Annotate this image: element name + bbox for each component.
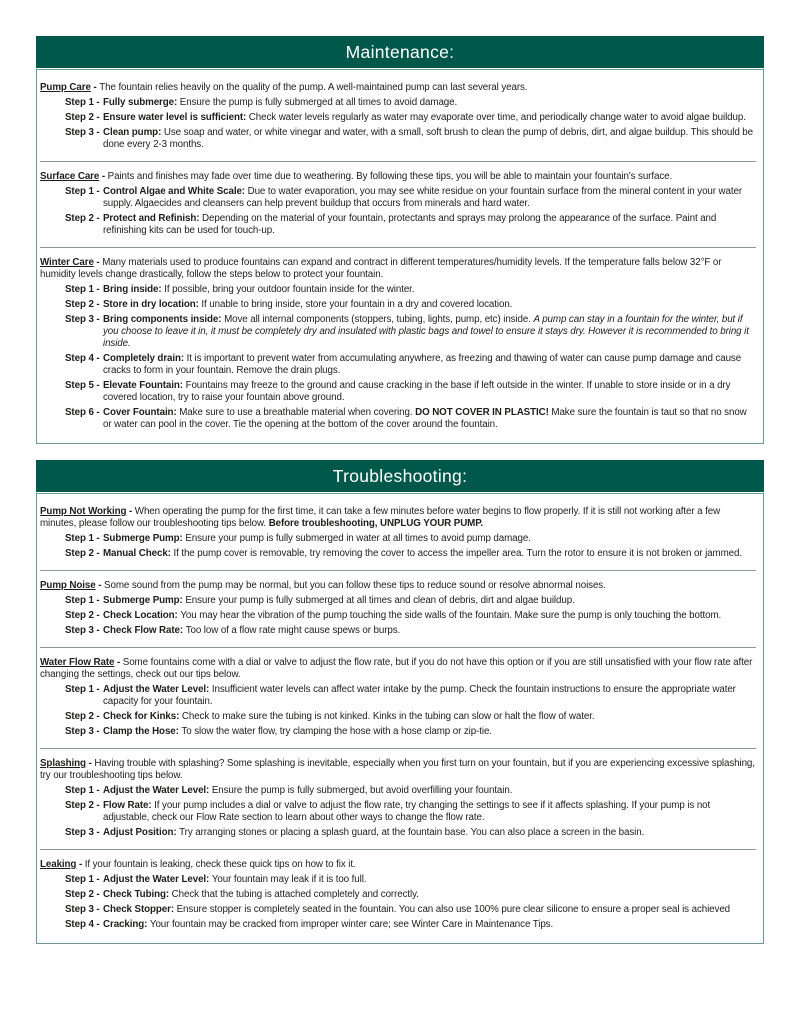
- topic-intro: [40, 580, 756, 592]
- maintenance-section: [36, 36, 764, 444]
- step-number: Step 2 -: [65, 711, 100, 722]
- troubleshooting-header-bar: [36, 460, 764, 492]
- topic-intro: [40, 758, 756, 782]
- topic-heading: Splashing: [40, 758, 86, 769]
- dash-separator: -: [85, 758, 95, 769]
- text-segment: If your fountain is leaking, check these quick tips on how to fix it.: [84, 859, 356, 870]
- step-label: Control Algae and White Scale:: [103, 186, 248, 197]
- step-label: Ensure water level is sufficient:: [103, 112, 249, 123]
- topic-intro: [40, 257, 756, 281]
- text-segment: If unable to bring inside, store your fountain in a dry and covered location.: [201, 299, 513, 310]
- step-row: [40, 127, 756, 151]
- step-label: Adjust the Water Level:: [103, 874, 212, 885]
- step-number: Step 1 -: [65, 97, 100, 108]
- troubleshooting-content-box: [36, 493, 764, 944]
- step-row: [40, 595, 756, 607]
- topic-intro: [40, 506, 756, 530]
- step-label: Adjust the Water Level:: [103, 684, 212, 695]
- step-label: Cracking:: [103, 919, 150, 930]
- text-segment: If your pump includes a dial or valve to adjust the flow rate, try changing the settings to see if it affects splashing. If your pump is not adjustable, check our Flow Rate section to learn about other ways to change the flow rate.: [103, 800, 711, 823]
- topic-heading: Winter Care: [40, 257, 94, 268]
- step-label: Completely drain:: [103, 353, 187, 364]
- step-number: Step 3 -: [65, 314, 100, 325]
- dash-separator: -: [93, 257, 103, 268]
- text-segment: To slow the water flow, try clamping the hose with a hose clamp or zip-tie.: [181, 726, 492, 737]
- step-row: [40, 711, 756, 723]
- text-segment: When operating the pump for the first time, it can take a few minutes before water begins to flow properly. If it is still not working after a few minutes, please follow our troubleshooting tips below.: [40, 506, 721, 529]
- text-segment: Your fountain may be cracked from improper winter care; see Winter Care in Maintenance Tips.: [149, 919, 554, 930]
- text-segment: Paints and finishes may fade over time due to weathering. By following these tips, you will be able to maintain your fountain's surface.: [107, 171, 673, 182]
- step-row: [40, 314, 756, 350]
- step-number: Step 2 -: [65, 610, 100, 621]
- text-segment: Ensure stopper is completely seated in the fountain. You can also use 100% pure clear silicone to ensure a proper seal is achieved: [176, 904, 731, 915]
- step-label: Clamp the Hose:: [103, 726, 182, 737]
- step-number: Step 3 -: [65, 127, 100, 138]
- text-segment: Make sure to use a breathable material when covering.: [179, 407, 416, 418]
- step-label: Store in dry location:: [103, 299, 202, 310]
- text-segment: You may hear the vibration of the pump touching the side walls of the fountain. Make sure the pump is only touching the bottom.: [180, 610, 722, 621]
- step-number: Step 1 -: [65, 186, 100, 197]
- text-segment: Ensure your pump is fully submerged at all times and clean of debris, dirt and algae buildup.: [185, 595, 575, 606]
- step-row: [40, 380, 756, 404]
- step-row: [40, 407, 756, 431]
- step-label: Check Tubing:: [103, 889, 172, 900]
- step-label: Bring components inside:: [103, 314, 225, 325]
- section-groups: [40, 506, 756, 931]
- step-number: Step 4 -: [65, 919, 100, 930]
- topic-intro: [40, 859, 756, 871]
- text-segment: Some sound from the pump may be normal, but you can follow these tips to reduce sound or resolve abnormal noises.: [104, 580, 606, 591]
- step-row: [40, 299, 756, 311]
- care-topic: [40, 647, 756, 738]
- step-label: Elevate Fountain:: [103, 380, 186, 391]
- step-row: [40, 827, 756, 839]
- step-number: Step 1 -: [65, 785, 100, 796]
- topic-heading: Pump Not Working: [40, 506, 127, 517]
- text-segment: Ensure the pump is fully submerged at all times to avoid damage.: [179, 97, 458, 108]
- step-label: Adjust the Water Level:: [103, 785, 212, 796]
- care-topic: [40, 506, 756, 560]
- text-segment: If possible, bring your outdoor fountain inside for the winter.: [164, 284, 415, 295]
- text-segment: Move all internal components (stoppers, tubing, lights, pump, etc) inside.: [224, 314, 534, 325]
- text-segment: Many materials used to produce fountains can expand and contract in different temperatures/humidity levels. If the temperature falls below 32°F or humidity levels change drastically, follow the steps below to protect your fountain.: [40, 257, 722, 280]
- step-label: Submerge Pump:: [103, 595, 186, 606]
- dash-separator: -: [90, 82, 100, 93]
- text-segment: Depending on the material of your fountain, protectants and sprays may prolong the appearance of the surface. Paint and refinishing kits can be used for touch-up.: [103, 213, 717, 236]
- text-segment: Ensure the pump is fully submerged, but avoid overfilling your fountain.: [211, 785, 513, 796]
- topic-heading: Water Flow Rate: [40, 657, 115, 668]
- maintenance-content-box: [36, 69, 764, 444]
- maintenance-title: Maintenance:: [345, 42, 455, 62]
- step-number: Step 1 -: [65, 284, 100, 295]
- text-segment: Check water levels regularly as water may evaporate over time, and periodically change water to avoid algae buildup.: [248, 112, 746, 123]
- text-segment: Check to make sure the tubing is not kinked. Kinks in the tubing can slow or halt the flow of water.: [181, 711, 595, 722]
- step-row: [40, 533, 756, 545]
- step-number: Step 1 -: [65, 874, 100, 885]
- step-number: Step 2 -: [65, 112, 100, 123]
- step-row: [40, 112, 756, 124]
- care-topic: [40, 849, 756, 931]
- step-label: Fully submerge:: [103, 97, 180, 108]
- care-topic: [40, 161, 756, 237]
- topic-intro: [40, 657, 756, 681]
- step-label: Check Location:: [103, 610, 181, 621]
- step-number: Step 2 -: [65, 548, 100, 559]
- step-row: [40, 186, 756, 210]
- topic-heading: Pump Care: [40, 82, 91, 93]
- step-row: [40, 785, 756, 797]
- step-label: Submerge Pump:: [103, 533, 186, 544]
- step-row: [40, 684, 756, 708]
- text-segment: Insufficient water levels can affect water intake by the pump. Check the fountain instructions to ensure the appropriate water capacity for your fountain.: [103, 684, 736, 707]
- step-label: Flow Rate:: [103, 800, 155, 811]
- care-topic: [40, 748, 756, 839]
- step-number: Step 1 -: [65, 595, 100, 606]
- step-number: Step 2 -: [65, 800, 100, 811]
- topic-heading: Pump Noise: [40, 580, 96, 591]
- step-row: [40, 97, 756, 109]
- step-number: Step 3 -: [65, 726, 100, 737]
- text-segment: Having trouble with splashing? Some splashing is inevitable, especially when you first turn on your fountain, but if you are experiencing excessive splashing, try our troubleshooting tips below.: [40, 758, 755, 781]
- step-label: Check for Kinks:: [103, 711, 182, 722]
- step-row: [40, 610, 756, 622]
- topic-heading: Leaking: [40, 859, 77, 870]
- step-label: Cover Fountain:: [103, 407, 180, 418]
- step-number: Step 6 -: [65, 407, 100, 418]
- step-label: Adjust Position:: [103, 827, 180, 838]
- text-segment: Before troubleshooting, UNPLUG YOUR PUMP.: [268, 518, 484, 529]
- text-segment: The fountain relies heavily on the quality of the pump. A well-maintained pump can last several years.: [99, 82, 528, 93]
- step-label: Check Flow Rate:: [103, 625, 186, 636]
- step-row: [40, 548, 756, 560]
- text-segment: It is important to prevent water from accumulating anywhere, as freezing and thawing of water can cause pump damage and cause cracks to form in your fountain. Remove the drain plugs.: [103, 353, 742, 376]
- text-segment: DO NOT COVER IN PLASTIC!: [415, 407, 549, 418]
- text-segment: If the pump cover is removable, try removing the cover to access the impeller area. Turn the rotor to ensure it is not broken or jammed.: [173, 548, 742, 559]
- step-row: [40, 889, 756, 901]
- care-topic: [40, 82, 756, 151]
- step-number: Step 3 -: [65, 625, 100, 636]
- step-number: Step 1 -: [65, 684, 100, 695]
- step-number: Step 2 -: [65, 299, 100, 310]
- text-segment: Make sure the fountain is taut so that no snow or water can pool in the cover. Tie the opening at the bottom of the cover around the fountain.: [103, 407, 747, 430]
- step-number: Step 3 -: [65, 904, 100, 915]
- step-number: Step 2 -: [65, 889, 100, 900]
- section-groups: [40, 82, 756, 431]
- step-row: [40, 904, 756, 916]
- text-segment: Your fountain may leak if it is too full.: [211, 874, 367, 885]
- step-number: Step 4 -: [65, 353, 100, 364]
- step-label: Check Stopper:: [103, 904, 177, 915]
- text-segment: Too low of a flow rate might cause spews or burps.: [185, 625, 401, 636]
- step-row: [40, 874, 756, 886]
- step-label: Manual Check:: [103, 548, 174, 559]
- troubleshooting-section: [36, 460, 764, 944]
- topic-intro: [40, 82, 756, 94]
- step-number: Step 1 -: [65, 533, 100, 544]
- step-row: [40, 284, 756, 296]
- troubleshooting-title: Troubleshooting:: [332, 466, 468, 486]
- text-segment: Use soap and water, or white vinegar and water, with a small, soft brush to clean the pump of debris, dirt, and algae buildup. This should be done every 2-3 months.: [103, 127, 753, 150]
- step-label: Protect and Refinish:: [103, 213, 203, 224]
- text-segment: Check that the tubing is attached completely and correctly.: [171, 889, 419, 900]
- step-number: Step 5 -: [65, 380, 100, 391]
- text-segment: Some fountains come with a dial or valve to adjust the flow rate, but if you do not have this option or if you are still unsatisfied with your flow rate after changing the settings, check out our tips below.: [40, 657, 753, 680]
- dash-separator: -: [126, 506, 135, 517]
- step-row: [40, 213, 756, 237]
- text-segment: Due to water evaporation, you may see white residue on your fountain surface from the mineral content in your water supply. Algaecides and cleansers can help prevent buildup that occurs from minerals and hard water.: [103, 186, 743, 209]
- maintenance-header-bar: [36, 36, 764, 68]
- step-row: [40, 726, 756, 738]
- care-topic: [40, 247, 756, 431]
- topic-heading: Surface Care: [40, 171, 100, 182]
- step-label: Bring inside:: [103, 284, 165, 295]
- text-segment: Ensure your pump is fully submerged in water at all times to avoid pump damage.: [185, 533, 531, 544]
- step-row: [40, 800, 756, 824]
- dash-separator: -: [114, 657, 123, 668]
- topic-intro: [40, 171, 756, 183]
- step-label: Clean pump:: [103, 127, 164, 138]
- dash-separator: -: [76, 859, 85, 870]
- dash-separator: -: [95, 580, 105, 591]
- step-row: [40, 625, 756, 637]
- text-segment: A pump can stay in a fountain for the winter, but if you choose to leave it in, it must be completely dry and insulated with plastic bags and towel to ensure it stays dry. However it is recommended to bring it inside.: [103, 314, 749, 349]
- care-topic: [40, 570, 756, 637]
- text-segment: Fountains may freeze to the ground and cause cracking in the base if left outside in the winter. If unable to store inside or in a dry covered location, try to raise your fountain above ground.: [103, 380, 731, 403]
- text-segment: Try arranging stones or placing a splash guard, at the fountain base. You can also place a screen in the basin.: [179, 827, 645, 838]
- dash-separator: -: [99, 171, 108, 182]
- step-number: Step 3 -: [65, 827, 100, 838]
- step-row: [40, 919, 756, 931]
- step-row: [40, 353, 756, 377]
- step-number: Step 2 -: [65, 213, 100, 224]
